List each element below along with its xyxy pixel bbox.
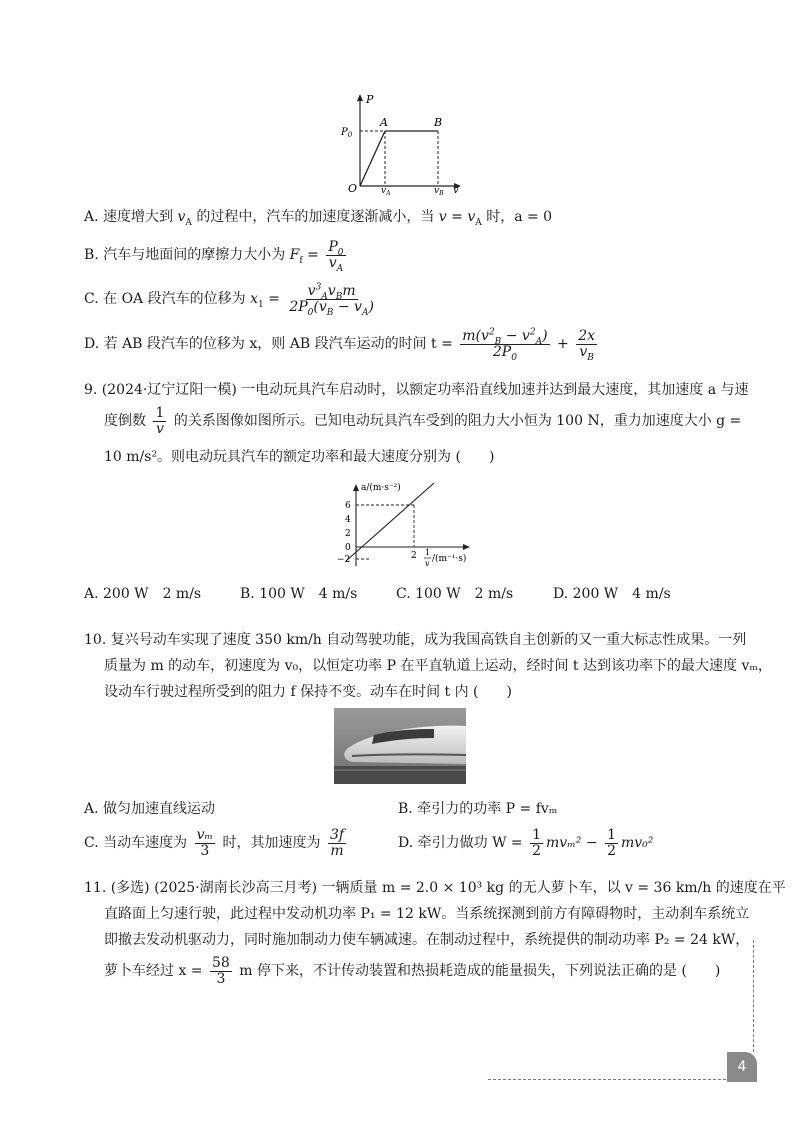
y-tick-6: 6 <box>345 501 351 511</box>
q11-stem-line-2: 直路面上匀速行驶，此过程中发动机功率 P₁ = 12 kW。当系统探测到前方有障碍物时，主动刹车系统立 <box>104 906 750 922</box>
q10-option-d[interactable]: D. 牵引力做功 W = $\frac{1}{2}$ mvₘ² − $\frac{1}{2}$ mv₀² <box>398 826 654 859</box>
q8-option-a[interactable]: A. 速度增大到 $v_A$ 的过程中，汽车的加速度逐渐减小，当 $v = v_A$ 时，a = 0 <box>84 209 553 228</box>
q8-option-b[interactable]: B. 汽车与地面间的摩擦力大小为 $F_f$ = $\frac{P_0}{v_A}$ <box>84 238 344 274</box>
q9-stem-line-3: 10 m/s²。则电动玩具汽车的额定功率和最大速度分别为 ( ) <box>104 449 495 465</box>
p0-label: $P_0$ <box>341 127 353 139</box>
58-over-3-fraction: $\frac{58}{3}$ <box>211 954 230 987</box>
half-fraction-2: $\frac{1}{2}$ <box>607 826 616 859</box>
a-axis-label: a/(m·s⁻²) <box>361 483 401 493</box>
x-axis-frac-num: 1 <box>425 548 431 557</box>
page-number: 4 <box>727 1052 757 1082</box>
q10-stem-line-1: 10. 复兴号动车实现了速度 350 km/h 自动驾驶功能，成为我国高铁自主创新的又一重大标志性成果。一列 <box>84 632 747 648</box>
displacement-fraction: $\frac{v^3_Av_Bm}{2P_0(v_B - v_A)}$ <box>289 281 374 318</box>
friction-fraction: $\frac{P_0}{v_A}$ <box>328 238 344 274</box>
va-tick-label: $v_A$ <box>381 186 391 195</box>
y-tick-neg2: −2 <box>337 555 351 565</box>
y-tick-2: 2 <box>345 529 351 539</box>
vm-over-3-fraction: $\frac{\text{vₘ}}{3}$ <box>196 826 214 859</box>
footer-dashed-vertical <box>753 940 754 1052</box>
x-axis-label: /(m⁻¹·s) <box>432 554 467 564</box>
reciprocal-v-fraction: $\frac{1}{v}$ <box>155 404 165 437</box>
x-axis-frac-den: v <box>425 559 430 568</box>
q10-stem-line-2: 质量为 m 的动车，初速度为 v₀，以恒定功率 P 在平直轨道上运动，经时间 t 达到该功率下的最大速度 vₘ， <box>104 658 772 674</box>
footer-dashed-horizontal <box>488 1079 726 1080</box>
q11-stem-line-1: 11. (多选) (2025·湖南长沙高三月考) 一辆质量 m = 2.0 × 10³ kg 的无人萝卜车，以 v = 36 km/h 的速度在平 <box>84 880 786 896</box>
y-tick-4: 4 <box>345 515 351 525</box>
point-a-label: A <box>380 116 388 129</box>
half-fraction-1: $\frac{1}{2}$ <box>532 826 542 859</box>
q10-option-b[interactable]: B. 牵引力的功率 P = fvₘ <box>398 801 558 817</box>
q8-option-c[interactable]: C. 在 OA 段汽车的位移为 $x_1$ = $\frac{v^3_Av_Bm}{2P_0(v_B - v_A)}$ <box>84 281 374 318</box>
time-fraction-1: $\frac{m(v^2_B - v^2_A)}{2P_0}$ <box>462 326 548 363</box>
q9-option-c[interactable]: C. 100 W 2 m/s <box>396 586 514 602</box>
high-speed-train-photo <box>334 708 466 784</box>
q11-stem-line-4: 萝卜车经过 x = $\frac{58}{3}$ m 停下来，不计传动装置和热损耗造成的能量损失，下列说法正确的是 ( ) <box>104 954 721 987</box>
y-tick-0: 0 <box>345 543 351 553</box>
point-b-label: B <box>434 116 443 129</box>
vb-tick-label: $v_B$ <box>434 186 444 195</box>
3f-over-m-fraction: $\frac{3f}{m}$ <box>329 826 345 859</box>
power-velocity-graph <box>335 90 470 195</box>
q9-stem-line-1: 9. (2024·辽宁辽阳一模) 一电动玩具汽车启动时，以额定功率沿直线加速并达到最大速度，其加速度 a 与速 <box>84 382 749 398</box>
q10-option-c[interactable]: C. 当动车速度为 $\frac{\text{vₘ}}{3}$ 时，其加速度为 $\frac{3f}{m}$ <box>84 826 345 859</box>
q8-option-d[interactable]: D. 若 AB 段汽车的位移为 x，则 AB 段汽车运动的时间 t = $\frac{m(v^2_B - v^2_A)}{2P_0}$ + $\frac{2x}{v_B}$ <box>84 326 595 363</box>
v-axis-label: v <box>453 185 459 195</box>
time-fraction-2: $\frac{2x}{v_B}$ <box>578 327 595 363</box>
q10-stem-line-3: 设动车行驶过程所受到的阻力 f 保持不变。动车在时间 t 内 ( ) <box>104 684 512 700</box>
x-tick-2: 2 <box>411 551 417 561</box>
q9-stem-line-2: 度倒数 $\frac{1}{v}$ 的关系图像如图所示。已知电动玩具汽车受到的阻力大小恒为 100 N，重力加速度大小 g = <box>104 404 742 437</box>
origin-label: O <box>348 182 358 195</box>
acceleration-reciprocal-velocity-graph <box>330 478 480 574</box>
q11-stem-line-3: 即撤去发动机驱动力，同时施加制动力使车辆减速。在制动过程中，系统提供的制动功率 P₂ = 24 kW， <box>104 932 750 948</box>
q9-option-d[interactable]: D. 200 W 4 m/s <box>553 586 671 602</box>
p-axis-label: P <box>366 93 374 106</box>
q10-option-a[interactable]: A. 做匀加速直线运动 <box>84 801 216 817</box>
q9-option-a[interactable]: A. 200 W 2 m/s <box>84 586 202 602</box>
q9-option-b[interactable]: B. 100 W 4 m/s <box>240 586 358 602</box>
